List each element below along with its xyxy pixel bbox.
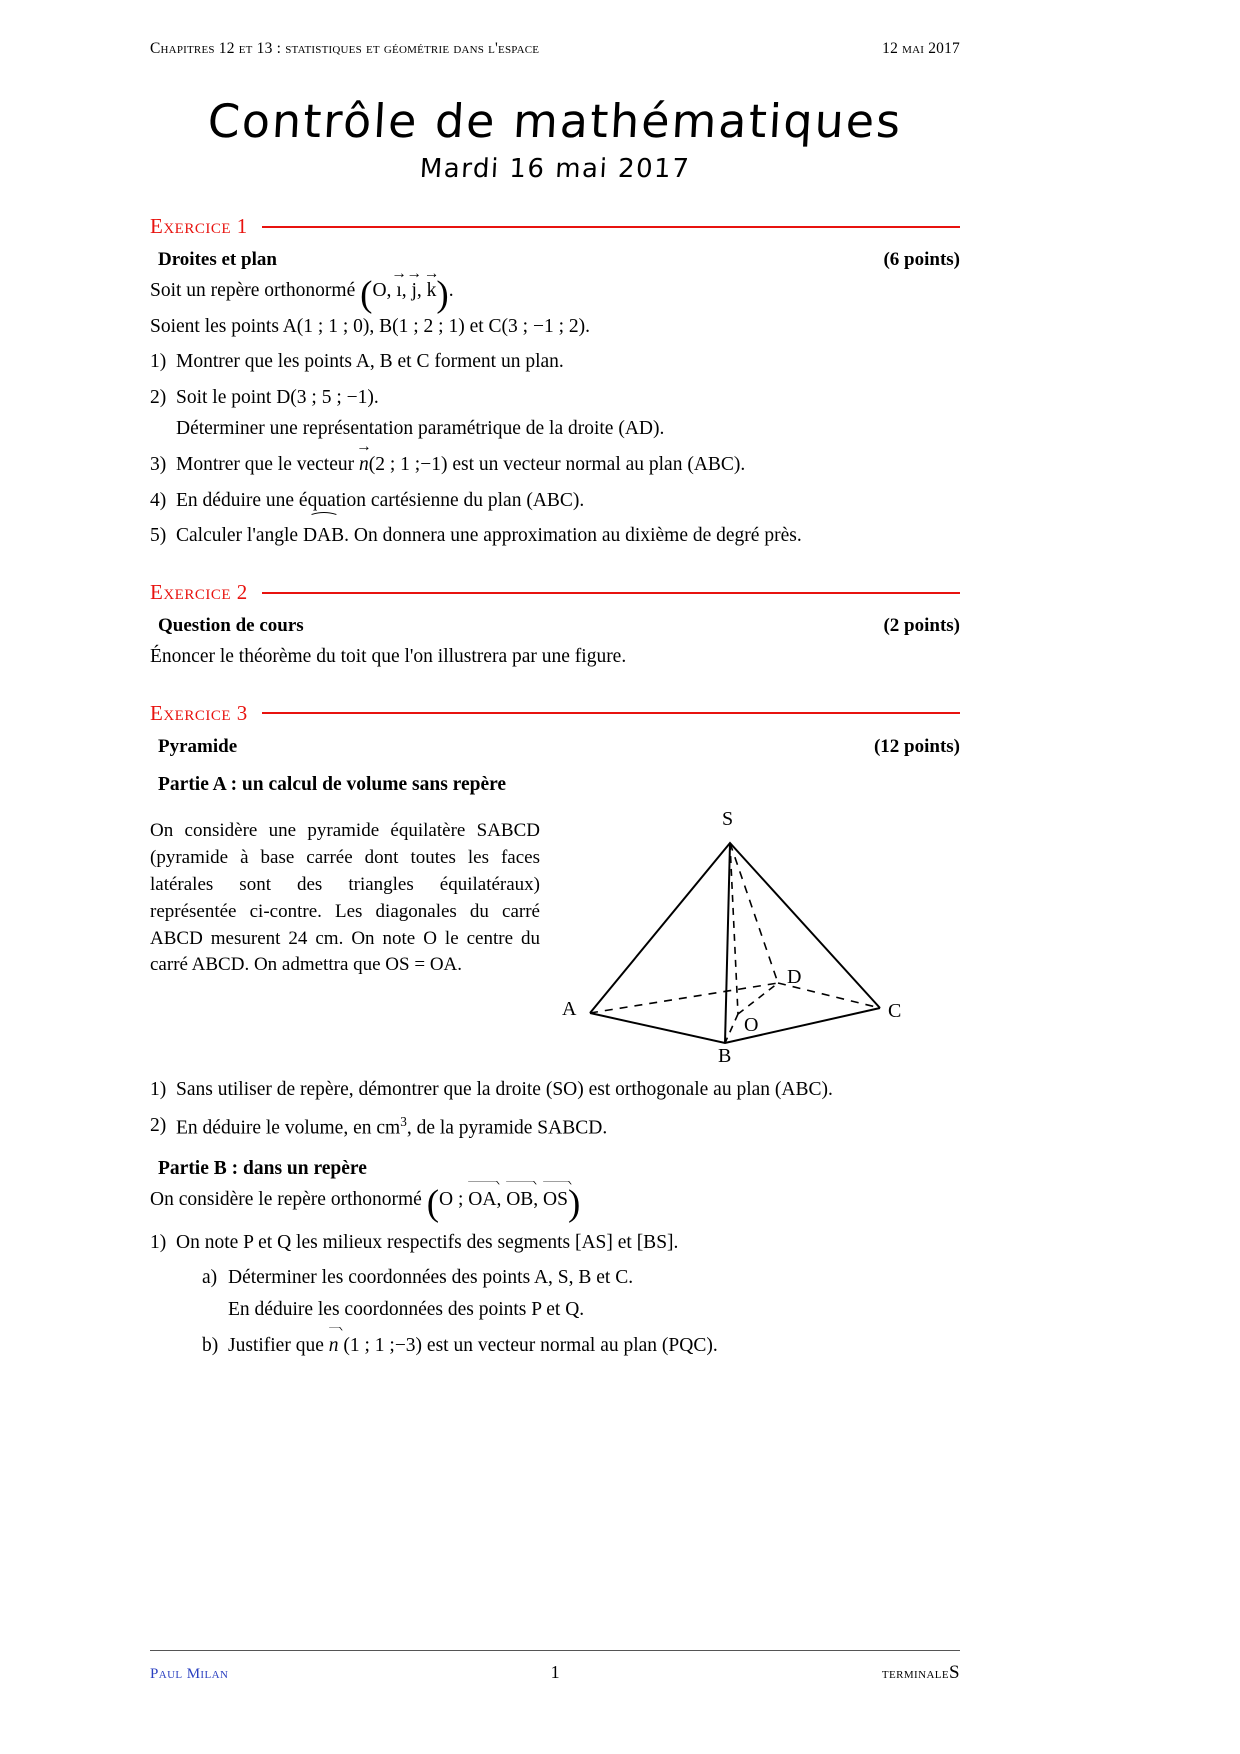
right-paren: ) bbox=[436, 274, 449, 316]
page-number: 1 bbox=[550, 1662, 560, 1682]
item-number: b) bbox=[202, 1335, 219, 1357]
footer-class-letter: S bbox=[949, 1662, 960, 1683]
exercise-1-subheader bbox=[150, 249, 960, 271]
vector-oa: OA bbox=[468, 1187, 496, 1213]
exercise-2-rule bbox=[262, 592, 960, 594]
exercise-2-label: Exercice 2 bbox=[150, 580, 248, 605]
list-item bbox=[150, 488, 960, 515]
left-paren: ( bbox=[426, 1183, 440, 1225]
exercise-1-subject: Droites et plan bbox=[158, 249, 277, 270]
right-paren: ) bbox=[567, 1183, 581, 1225]
item-text bbox=[176, 523, 960, 550]
exercise-3-part-b-questions bbox=[150, 1230, 960, 1361]
page-subtitle: Mardi 16 mai 2017 bbox=[419, 154, 691, 184]
item-number: 2) bbox=[150, 1114, 167, 1136]
item-number: 1) bbox=[150, 350, 167, 372]
running-header bbox=[150, 40, 960, 58]
exercise-2-subheader bbox=[150, 615, 960, 637]
footer-author: Paul Milan bbox=[150, 1666, 229, 1682]
vector-k: k → bbox=[427, 278, 437, 304]
item-text-before: Montrer que le vecteur bbox=[176, 453, 355, 475]
exercise-3-part-a-text: On considère une pyramide équilatère SABCD (pyramide à base carrée dont toutes les faces latérales sont des triangles équilatéraux) représentée ci-contre. Les diagonales du carré ABCD mesurent 24 cm. On note O le centre du carré ABCD. On admettra que OS = OA. bbox=[150, 819, 540, 976]
item-text-main: Soit le point D(3 ; 5 ; −1). bbox=[176, 386, 379, 408]
list-item bbox=[150, 452, 960, 479]
exercise-3-label: Exercice 3 bbox=[150, 700, 248, 725]
figure-label-A: A bbox=[562, 997, 577, 1020]
item-text bbox=[228, 1265, 633, 1324]
exercise-1-question-list bbox=[150, 349, 960, 550]
item-number: 1) bbox=[150, 1078, 167, 1100]
item-number: 2) bbox=[150, 386, 167, 408]
exercise-3-rule bbox=[262, 712, 960, 714]
list-item bbox=[150, 1077, 960, 1104]
exercise-1-intro-line-1: Soit un repère orthonormé (O, ı →, j →, k →). bbox=[150, 278, 960, 307]
item-text bbox=[176, 1113, 960, 1142]
intro-end: . bbox=[448, 280, 454, 301]
vector-n: n → bbox=[359, 452, 369, 479]
item-text: Montrer que les points A, B et C forment un plan. bbox=[176, 350, 564, 372]
item-text-main: Déterminer les coordonnées des points A, S, B et C. bbox=[228, 1267, 634, 1289]
item-subtext: Déterminer une représentation paramétrique de la droite (AD). bbox=[176, 417, 665, 439]
footer-divider bbox=[150, 1650, 960, 1651]
vector-ob: OB bbox=[506, 1187, 533, 1213]
intro-text: Soit un repère orthonormé bbox=[150, 280, 356, 301]
item-text-after: (1 ; 1 ;−3) est un vecteur normal au plan (PQC). bbox=[343, 1335, 718, 1357]
exercise-3-header bbox=[150, 701, 960, 726]
vector-i: ı → bbox=[396, 278, 401, 304]
list-item bbox=[202, 1333, 960, 1360]
figure-label-B: B bbox=[718, 1044, 732, 1067]
item-number: a) bbox=[202, 1267, 218, 1289]
header-chapter-text: Chapitres 12 et 13 : statistiques et géométrie dans l'espace bbox=[150, 40, 540, 57]
exercise-3-part-a-questions bbox=[150, 1077, 960, 1142]
list-item bbox=[202, 1265, 960, 1324]
exercise-3-part-b-text: On considère le repère orthonormé (O ; OA, OB, OS) bbox=[150, 1183, 581, 1225]
vector-j: j → bbox=[411, 278, 416, 304]
item-number: 3) bbox=[150, 453, 167, 475]
part-b-intro: On considère le repère orthonormé bbox=[150, 1188, 422, 1210]
figure-label-S: S bbox=[722, 807, 734, 830]
pyramid-svg bbox=[540, 818, 940, 1068]
item-text-before: Justifier que bbox=[228, 1335, 324, 1357]
item-text: On note P et Q les milieux respectifs des segments [AS] et [BS]. bbox=[176, 1231, 679, 1253]
figure-label-O: O bbox=[744, 1013, 759, 1036]
list-item bbox=[150, 349, 960, 376]
exercise-1-rule bbox=[262, 226, 960, 228]
item-text-after: (2 ; 1 ;−1) est un vecteur normal au plan (ABC). bbox=[368, 453, 746, 475]
left-paren: ( bbox=[360, 274, 373, 316]
item-number: 1) bbox=[150, 1231, 167, 1253]
figure-label-C: C bbox=[888, 999, 902, 1022]
origin-label: O ; bbox=[439, 1188, 464, 1210]
list-item bbox=[150, 1230, 960, 1257]
item-number: 5) bbox=[150, 525, 167, 547]
footer-class bbox=[882, 1662, 960, 1684]
exercise-3-part-a-block bbox=[150, 807, 960, 1068]
exercise-3-subheader bbox=[150, 736, 960, 758]
exercise-2-body: Énoncer le théorème du toit que l'on illustrera par une figure. bbox=[150, 646, 627, 668]
exercise-3-part-b-title: Partie B : dans un repère bbox=[158, 1157, 367, 1179]
item-text bbox=[176, 452, 960, 479]
vector-os: OS bbox=[543, 1187, 568, 1213]
figure-label-D: D bbox=[787, 965, 802, 988]
angle-dab: DAB ⁀ bbox=[303, 523, 344, 550]
list-item bbox=[150, 1113, 960, 1142]
origin-label: O, bbox=[372, 280, 392, 301]
list-item bbox=[150, 385, 960, 443]
footer-class-text: terminale bbox=[881, 1666, 950, 1682]
exercise-1-label: Exercice 1 bbox=[150, 214, 248, 238]
exercise-2-subject: Question de cours bbox=[158, 615, 304, 637]
item-text bbox=[176, 385, 960, 443]
exercise-2-header bbox=[150, 580, 960, 605]
page-footer bbox=[150, 1662, 960, 1684]
exercise-1-header bbox=[150, 214, 960, 239]
exercise-1-intro-line-2: Soient les points A(1 ; 1 ; 0), B(1 ; 2 ; 1) et C(3 ; −1 ; 2). bbox=[150, 315, 590, 337]
item-text: Sans utiliser de repère, démontrer que la droite (SO) est orthogonale au plan (ABC). bbox=[176, 1078, 833, 1100]
page-content bbox=[150, 40, 960, 1360]
pyramid-figure bbox=[540, 807, 960, 1068]
vector-n: n bbox=[329, 1333, 339, 1360]
exercise-1-points: (6 points) bbox=[883, 249, 960, 270]
header-date: 12 mai 2017 bbox=[882, 40, 960, 57]
exercise-3-part-a-title: Partie A : un calcul de volume sans repère bbox=[158, 773, 507, 795]
item-text bbox=[228, 1333, 718, 1360]
item-number: 4) bbox=[150, 489, 167, 511]
exponent: 3 bbox=[400, 1113, 407, 1129]
exercise-2-points: (2 points) bbox=[883, 615, 960, 637]
item-subtext: En déduire les coordonnées des points P et Q. bbox=[228, 1299, 585, 1321]
list-item bbox=[150, 523, 960, 550]
item-text-after: , de la pyramide SABCD. bbox=[406, 1117, 608, 1139]
item-text-before: En déduire le volume, en cm bbox=[176, 1117, 401, 1139]
exercise-3-subject: Pyramide bbox=[158, 735, 238, 757]
item-text: En déduire une équation cartésienne du plan (ABC). bbox=[176, 489, 585, 511]
item-text-after: . On donnera une approximation au dixième de degré près. bbox=[344, 525, 802, 547]
exercise-3-points: (12 points) bbox=[873, 735, 960, 757]
page-title: Contrôle de mathématiques bbox=[206, 94, 904, 148]
item-text-before: Calculer l'angle bbox=[176, 525, 299, 547]
